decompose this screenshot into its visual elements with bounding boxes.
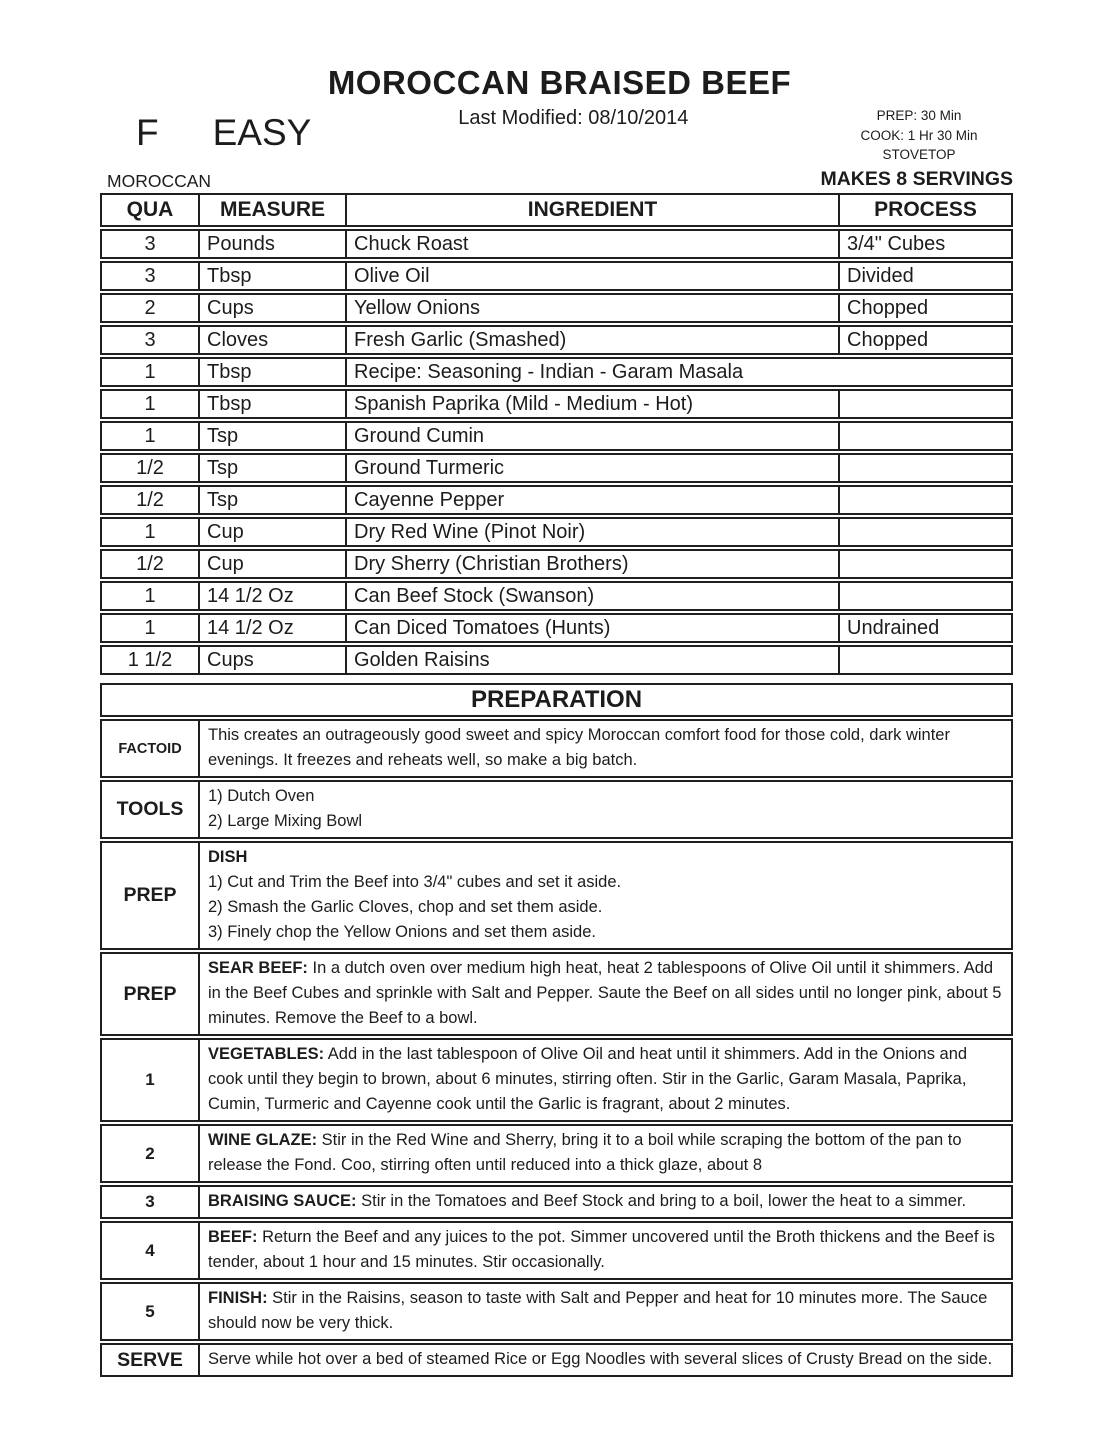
ingredient-qty: 1 xyxy=(144,360,156,383)
ingredient-qty: 1 1/2 xyxy=(127,648,173,671)
ingredient-row xyxy=(100,421,1013,451)
ingredient-process xyxy=(838,551,1011,577)
ingredient-name: Olive Oil xyxy=(345,263,838,289)
ingredient-qty: 3 xyxy=(144,328,156,351)
step-text: This creates an outrageously good sweet and spicy Moroccan comfort food for those cold, dark winter evenings. It freezes and reheats well, so make a big batch. xyxy=(198,721,1011,776)
ingredient-qty: 1 xyxy=(144,616,156,639)
ingredient-row xyxy=(100,549,1013,579)
ingredient-row xyxy=(100,357,1013,387)
cook-method-label: STOVETOP xyxy=(882,147,956,162)
servings-label: MAKES 8 SERVINGS xyxy=(820,168,1013,190)
step-label: FACTOID xyxy=(118,740,182,757)
ingredient-measure: 14 1/2 Oz xyxy=(198,583,345,609)
ingredient-process xyxy=(838,487,1011,513)
ingredient-qty: 3 xyxy=(144,232,156,255)
step-text: 1) Dutch Oven 2) Large Mixing Bowl xyxy=(198,782,1011,837)
ingredient-process: Chopped xyxy=(838,327,1011,353)
cuisine-label: MOROCCAN xyxy=(107,171,212,191)
ingredient-measure: Cloves xyxy=(198,327,345,353)
ingredient-qty: 1/2 xyxy=(136,488,164,511)
ingredient-qty: 1 xyxy=(144,520,156,543)
ingredient-process xyxy=(838,455,1011,481)
prep-time-label: PREP: 30 Min xyxy=(876,108,962,123)
step-text: WINE GLAZE: Stir in the Red Wine and Sherry, bring it to a boil while scraping the bottom of the pan to release the Fond. Coo, stirring often until reduced into a thick glaze, about 8 xyxy=(198,1126,1011,1181)
preparation-header-row xyxy=(100,683,1013,717)
preparation-step xyxy=(100,1282,1013,1341)
difficulty-line xyxy=(136,112,311,154)
ingredient-process xyxy=(838,519,1011,545)
step-text: DISH 1) Cut and Trim the Beef into 3/4" cubes and set it aside. 2) Smash the Garlic Cloves, chop and set them aside. 3) Finely chop the Yellow Onions and set them aside. xyxy=(198,843,1011,948)
step-label: PREP xyxy=(123,884,177,906)
ingredient-name: Fresh Garlic (Smashed) xyxy=(345,327,838,353)
step-text: BRAISING SAUCE: Stir in the Tomatoes and Beef Stock and bring to a boil, lower the heat to a simmer. xyxy=(198,1187,1011,1217)
ingredients-header-qua: QUA xyxy=(126,198,174,221)
preparation-title: PREPARATION xyxy=(470,686,643,713)
ingredient-name: Chuck Roast xyxy=(345,231,838,257)
ingredient-name: Can Beef Stock (Swanson) xyxy=(345,583,838,609)
step-text: Serve while hot over a bed of steamed Rice or Egg Noodles with several slices of Crusty Bread on the side. xyxy=(198,1345,1011,1375)
step-text: FINISH: Stir in the Raisins, season to taste with Salt and Pepper and heat for 10 minutes more. The Sauce should now be very thick. xyxy=(198,1284,1011,1339)
ingredient-row xyxy=(100,485,1013,515)
tables-area xyxy=(100,193,1013,1377)
ingredient-name: Dry Red Wine (Pinot Noir) xyxy=(345,519,838,545)
time-method-block xyxy=(829,106,1009,165)
preparation-step xyxy=(100,780,1013,839)
ingredient-process: 3/4" Cubes xyxy=(838,231,1011,257)
ingredient-measure: Tbsp xyxy=(198,359,345,385)
cook-time-label: COOK: 1 Hr 30 Min xyxy=(860,127,978,143)
ingredients-table xyxy=(100,193,1013,675)
ingredient-qty: 3 xyxy=(144,264,156,287)
ingredient-row xyxy=(100,613,1013,643)
step-label: SERVE xyxy=(117,1348,183,1371)
ingredient-measure: Tsp xyxy=(198,423,345,449)
ingredient-row xyxy=(100,453,1013,483)
difficulty-label: EASY xyxy=(212,112,312,153)
ingredient-row xyxy=(100,229,1013,259)
ingredient-qty: 1/2 xyxy=(136,456,164,479)
ingredient-process: Divided xyxy=(838,263,1011,289)
ingredient-qty: 1 xyxy=(144,424,156,447)
step-text: SEAR BEEF: In a dutch oven over medium high heat, heat 2 tablespoons of Olive Oil until it shimmers. Add in the Beef Cubes and sprinkle with Salt and Pepper. Saute the Beef on all sides until no longer pink, about 5 minutes. Remove the Beef to a bowl. xyxy=(198,954,1011,1034)
last-modified-label: Last Modified: 08/10/2014 xyxy=(458,107,689,129)
ingredient-process: Chopped xyxy=(838,295,1011,321)
step-label: 1 xyxy=(145,1070,155,1089)
step-text: BEEF: Return the Beef and any juices to the pot. Simmer uncovered until the Broth thickens and the Beef is tender, about 1 hour and 15 minutes. Stir occasionally. xyxy=(198,1223,1011,1278)
preparation-step xyxy=(100,719,1013,778)
ingredient-name: Ground Turmeric xyxy=(345,455,838,481)
preparation-step xyxy=(100,1185,1013,1219)
ingredient-measure: Cups xyxy=(198,647,345,673)
preparation-step xyxy=(100,841,1013,950)
ingredient-process: Undrained xyxy=(838,615,1011,641)
step-label: 5 xyxy=(145,1301,155,1321)
ingredient-process xyxy=(838,647,1011,673)
recipe-title: MOROCCAN BRAISED BEEF xyxy=(327,64,792,101)
step-label: 4 xyxy=(145,1240,155,1260)
step-label: TOOLS xyxy=(116,798,184,820)
ingredient-qty: 1 xyxy=(144,392,156,415)
ingredient-name: Golden Raisins xyxy=(345,647,838,673)
ingredient-measure: 14 1/2 Oz xyxy=(198,615,345,641)
ingredient-row xyxy=(100,389,1013,419)
ingredient-measure: Cups xyxy=(198,295,345,321)
ingredient-name: Recipe: Seasoning - Indian - Garam Masala xyxy=(345,359,1011,385)
step-text: VEGETABLES: Add in the last tablespoon of Olive Oil and heat until it shimmers. Add in the Onions and cook until they begin to brown, about 6 minutes, stirring often. Stir in the Garlic, Garam Masala, Paprika, Cumin, Turmeric and Cayenne cook until the Garlic is fragrant, about 2 minutes. xyxy=(198,1040,1011,1120)
ingredients-header-process: PROCESS xyxy=(838,195,1011,225)
ingredient-process xyxy=(838,423,1011,449)
preparation-step xyxy=(100,952,1013,1036)
preparation-step xyxy=(100,1221,1013,1280)
ingredient-name: Cayenne Pepper xyxy=(345,487,838,513)
ingredient-measure: Tsp xyxy=(198,455,345,481)
ingredient-row xyxy=(100,293,1013,323)
ingredient-measure: Tbsp xyxy=(198,391,345,417)
ingredient-row xyxy=(100,645,1013,675)
step-label: 3 xyxy=(145,1192,155,1211)
ingredient-measure: Tsp xyxy=(198,487,345,513)
difficulty-flag: F xyxy=(136,112,159,153)
ingredient-measure: Cup xyxy=(198,519,345,545)
ingredient-qty: 2 xyxy=(144,296,156,319)
ingredient-measure: Tbsp xyxy=(198,263,345,289)
ingredient-row xyxy=(100,261,1013,291)
preparation-table xyxy=(100,683,1013,1377)
ingredient-qty: 1/2 xyxy=(136,552,164,575)
preparation-step xyxy=(100,1038,1013,1122)
step-label: 2 xyxy=(145,1143,155,1163)
ingredient-row xyxy=(100,325,1013,355)
ingredient-measure: Pounds xyxy=(198,231,345,257)
ingredient-qty: 1 xyxy=(144,584,156,607)
preparation-step xyxy=(100,1124,1013,1183)
ingredient-name: Ground Cumin xyxy=(345,423,838,449)
ingredients-header-ingredient: INGREDIENT xyxy=(345,195,838,225)
ingredient-name: Yellow Onions xyxy=(345,295,838,321)
ingredient-measure: Cup xyxy=(198,551,345,577)
ingredient-process xyxy=(838,583,1011,609)
step-label: PREP xyxy=(123,982,177,1005)
ingredients-header-row xyxy=(100,193,1013,227)
ingredients-header-measure: MEASURE xyxy=(198,195,345,225)
preparation-step xyxy=(100,1343,1013,1377)
ingredient-row xyxy=(100,581,1013,611)
ingredient-process xyxy=(838,391,1011,417)
ingredient-name: Spanish Paprika (Mild - Medium - Hot) xyxy=(345,391,838,417)
ingredient-row xyxy=(100,517,1013,547)
ingredient-name: Dry Sherry (Christian Brothers) xyxy=(345,551,838,577)
ingredient-name: Can Diced Tomatoes (Hunts) xyxy=(345,615,838,641)
